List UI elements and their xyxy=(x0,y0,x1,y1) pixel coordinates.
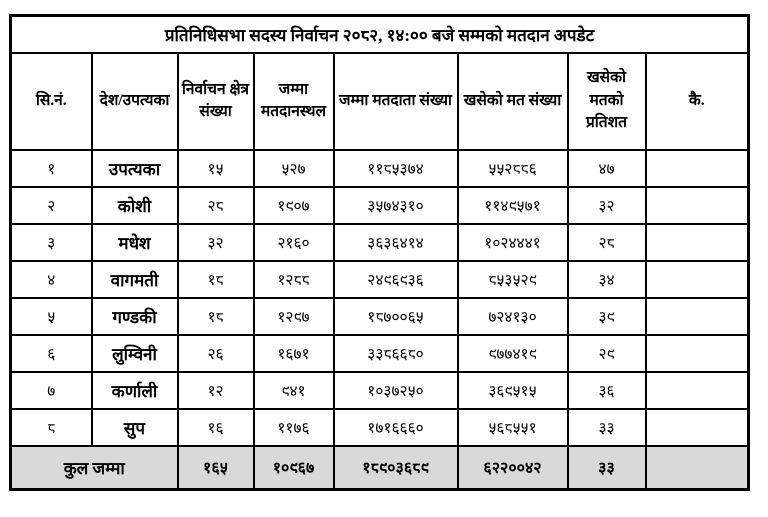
cell-region: कोशी xyxy=(92,187,178,224)
cell-votes-cast: ३६९५१५ xyxy=(458,372,568,409)
cell-polling-places: ११७६ xyxy=(254,409,334,446)
cell-serial: ८ xyxy=(11,409,92,446)
col-header-percent: खसेको मतको प्रतिशत xyxy=(568,53,646,150)
cell-votes-cast: ५५२८८६ xyxy=(458,150,568,187)
table-row xyxy=(11,409,749,446)
table-title: प्रतिनिधिसभा सदस्य निर्वाचन २०८२, १४:०० बजे सम्मको मतदान अपडेट xyxy=(11,16,749,53)
cell-total-voters: १०३७२५० xyxy=(334,372,458,409)
col-header-votes-cast: खसेको मत संख्या xyxy=(458,53,568,150)
cell-constituencies: २६ xyxy=(178,335,254,372)
voting-update-table xyxy=(9,14,750,491)
cell-remarks xyxy=(646,298,749,335)
cell-remarks xyxy=(646,224,749,261)
table-row xyxy=(11,261,749,298)
cell-percent: २८ xyxy=(568,224,646,261)
cell-percent: ३२ xyxy=(568,187,646,224)
cell-votes-cast: ५६८५५१ xyxy=(458,409,568,446)
cell-constituencies: १२ xyxy=(178,372,254,409)
table-row xyxy=(11,372,749,409)
cell-remarks xyxy=(646,150,749,187)
table-row xyxy=(11,150,749,187)
total-remarks xyxy=(646,446,749,490)
cell-percent: ३४ xyxy=(568,261,646,298)
cell-remarks xyxy=(646,372,749,409)
cell-percent: ३९ xyxy=(568,298,646,335)
cell-remarks xyxy=(646,261,749,298)
cell-region: लुम्विनी xyxy=(92,335,178,372)
col-header-serial: सि.नं. xyxy=(11,53,92,150)
cell-serial: २ xyxy=(11,187,92,224)
table-row xyxy=(11,187,749,224)
cell-total-voters: १७१६६६० xyxy=(334,409,458,446)
cell-region: गण्डकी xyxy=(92,298,178,335)
cell-polling-places: २१६० xyxy=(254,224,334,261)
cell-polling-places: १२८८ xyxy=(254,261,334,298)
cell-constituencies: २८ xyxy=(178,187,254,224)
total-polling-places: १०९६७ xyxy=(254,446,334,490)
table-row xyxy=(11,335,749,372)
cell-serial: ६ xyxy=(11,335,92,372)
cell-polling-places: १९०७ xyxy=(254,187,334,224)
cell-region: कर्णाली xyxy=(92,372,178,409)
cell-remarks xyxy=(646,409,749,446)
cell-percent: ३३ xyxy=(568,409,646,446)
cell-polling-places: १२९७ xyxy=(254,298,334,335)
cell-serial: ५ xyxy=(11,298,92,335)
cell-constituencies: १६ xyxy=(178,409,254,446)
total-percent: ३३ xyxy=(568,446,646,490)
cell-total-voters: ३५७४३१० xyxy=(334,187,458,224)
cell-serial: ३ xyxy=(11,224,92,261)
cell-percent: ४७ xyxy=(568,150,646,187)
col-header-constituencies: निर्वाचन क्षेत्र संख्या xyxy=(178,53,254,150)
cell-votes-cast: ११४९५७१ xyxy=(458,187,568,224)
cell-votes-cast: ८५३५२९ xyxy=(458,261,568,298)
total-label: कुल जम्मा xyxy=(11,446,178,490)
cell-serial: १ xyxy=(11,150,92,187)
cell-constituencies: १५ xyxy=(178,150,254,187)
col-header-polling-places: जम्मा मतदानस्थल xyxy=(254,53,334,150)
total-voters: १८९०३६८९ xyxy=(334,446,458,490)
cell-votes-cast: १०२४४४१ xyxy=(458,224,568,261)
cell-remarks xyxy=(646,187,749,224)
col-header-region: देश/उपत्यका xyxy=(92,53,178,150)
total-constituencies: १६५ xyxy=(178,446,254,490)
cell-percent: ३६ xyxy=(568,372,646,409)
col-header-remarks: कै. xyxy=(646,53,749,150)
header-row xyxy=(11,53,749,150)
cell-total-voters: ३३८६६८० xyxy=(334,335,458,372)
cell-region: उपत्यका xyxy=(92,150,178,187)
col-header-total-voters: जम्मा मतदाता संख्या xyxy=(334,53,458,150)
cell-region: सुप xyxy=(92,409,178,446)
cell-total-voters: ११८५३७४ xyxy=(334,150,458,187)
table-row xyxy=(11,298,749,335)
cell-serial: ७ xyxy=(11,372,92,409)
cell-region: वागमती xyxy=(92,261,178,298)
total-row xyxy=(11,446,749,490)
cell-constituencies: १८ xyxy=(178,298,254,335)
cell-polling-places: ९४१ xyxy=(254,372,334,409)
cell-total-voters: ३६३६४१४ xyxy=(334,224,458,261)
table-row xyxy=(11,224,749,261)
cell-region: मधेश xyxy=(92,224,178,261)
total-votes-cast: ६२२००४२ xyxy=(458,446,568,490)
cell-polling-places: ५२७ xyxy=(254,150,334,187)
cell-total-voters: १८७००६५ xyxy=(334,298,458,335)
cell-constituencies: १८ xyxy=(178,261,254,298)
cell-constituencies: ३२ xyxy=(178,224,254,261)
title-row xyxy=(11,16,749,53)
cell-total-voters: २४९६९३६ xyxy=(334,261,458,298)
cell-percent: २९ xyxy=(568,335,646,372)
cell-remarks xyxy=(646,335,749,372)
cell-polling-places: १६७१ xyxy=(254,335,334,372)
cell-votes-cast: ९७७४१९ xyxy=(458,335,568,372)
cell-votes-cast: ७२४१३० xyxy=(458,298,568,335)
cell-serial: ४ xyxy=(11,261,92,298)
